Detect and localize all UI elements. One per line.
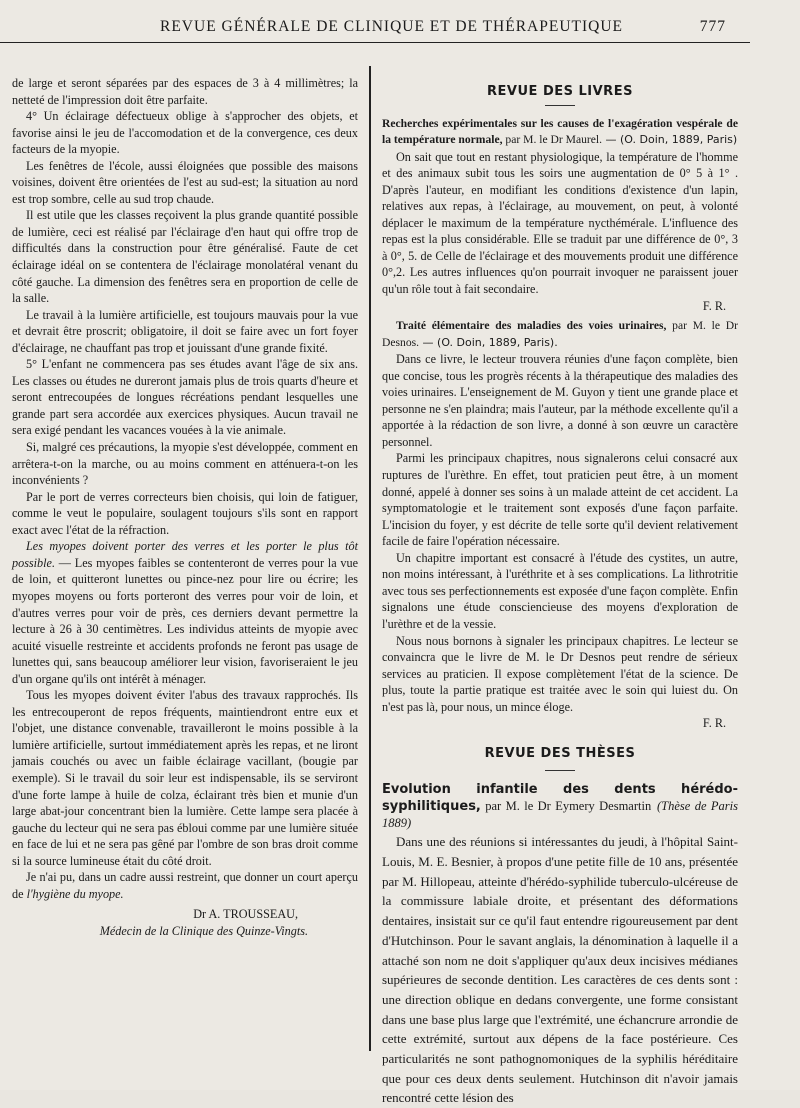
review-paragraph: Parmi les principaux chapitres, nous signalerons celui consacré aux ruptures de l'urèthre. En effet, tout praticien peut être, à un moment donné, appelé à donner ses soins à un malade atteint de cet accident. La symptomatologie et le traitement sont exposés d'une façon parfaite. L'incision du foyer, y est décrite de telle sorte qu'il devient relativement facile de faire l'opération nécessaire. — [382, 451, 738, 549]
paragraph: Si, malgré ces précautions, la myopie s'est développée, comment en arrêtera-t-on la marche, ou au moins comment en atténuera-t-on les inconvénients ? — [12, 440, 358, 488]
section-heading-theses: REVUE DES THÈSES — [484, 745, 636, 761]
paragraph: de large et seront séparées par des espaces de 3 à 4 millimètres; la netteté de l'impression doit être parfaite. — [12, 76, 358, 107]
author-signature: Dr A. TROUSSEAU, — [193, 907, 298, 922]
review-author: par M. le Dr Maurel. — [502, 133, 603, 147]
review-initials: F. R. — [702, 298, 726, 313]
thesis-body: Dans une des réunions si intéressantes du jeudi, à l'hôpital Saint-Louis, M. E. Besnier, à propos d'une petite fille de 10 ans, présentée par M. Hillopeau, atteinte d'hérédo-syphilide tuberculo-ulcéreuse de la commissure labiale droite, et présentant des déformations dentaires, insistait sur ce qu'il faut entendre rigoureusement par dent d'Hutchinson. Pour le savant anglais, la dénomination à laquelle il a attaché son nom ne doit s'appliquer qu'aux deux incisives médianes supérieures de seconde dentition. Les caractères de ces dents sont : une direction oblique en dedans convergente, une forme consistant dans une base plus large que l'extrémité, une échancrure arrondie de cette extrémité, surtout aux dépens de la face postérieure. Ces particularités ne sont pathognomoniques de la syphilis héréditaire que pour ces deux dents seulement. Hutchinson dit n'avoir jamais rencontré cette lésion des — [382, 834, 738, 1106]
review-publisher: — (O. Doin, 1889, Paris) — [602, 133, 738, 147]
paragraph: 5° L'enfant ne commencera pas ses études avant l'âge de six ans. Les classes ou études ne dureront jamais plus de trois quarts d'heure et seront entrecoupées de longues récréations pendant lesquelles une grande part sera accordée aux exercices physiques. Aucun travail ne sera exigé pendant les vacances vouées à la vie animale. — [12, 357, 358, 438]
heading-rule — [545, 770, 575, 771]
review-initials: F. R. — [702, 716, 726, 731]
header-rule — [0, 42, 750, 43]
review-heading — [382, 116, 738, 149]
paragraph: Le travail à la lumière artificielle, est toujours mauvais pour la vue et devrait être proscrit; obligatoire, il doit se faire avec un fort foyer d'éclairage, ne chauffant pas trop et jouissant d'une grande fixité. — [12, 307, 358, 355]
paragraph: Par le port de verres correcteurs bien choisis, qui loin de fatiguer, comme le veut le populaire, soulagent toujours s'ils sont en rapport exact avec l'état de la réfraction. — [12, 489, 358, 537]
review-paragraph: Un chapitre important est consacré à l'étude des cystites, un autre, non moins intéressant, à l'uréthrite et à ses complications. La lithrotritie avec tous ses perfectionnements est exposée d'une façon complète. Enfin signalons une étude consciencieuse des moyens d'exploration de l'urèthre et de la vessie. — [382, 550, 738, 631]
paragraph-text: — Les myopes faibles se contenteront de verres pour la vue de loin, et quitteront lunettes ou pince-nez pour lire ou écrire; les myopes moyens ou forts porteront des verres pour voir de loin, et d'autres verres pour voir de près, ces derniers devant permettre la lecture à 26 à 30 centimètres. Les individus atteints de myopie avec acuité visuelle restreinte et accidents profonds ne feront pas usage de lunettes qui, sans beaucoup améliorer leur vision, favoriseraient le jeu d'un organe qu'ils ont intérêt à ménager. — [12, 555, 358, 686]
thesis-author: par M. le Dr Eymery Desmartin — [480, 799, 652, 814]
review-author: par M. le Dr Desnos. — [382, 319, 738, 349]
paragraph: Il est utile que les classes reçoivent la plus grande quantité possible de lumière, ceci est réalisé par l'éclairage d'en haut qui offre trop de difficultés dans la construction pour être généralisé. Faute de cet éclairage idéal on se contentera de l'éclairage monolatéral venant du côté gauche. La dimension des fenêtres sera en proportion de celle de la salle. — [12, 208, 358, 306]
running-head — [0, 14, 800, 36]
review-heading — [382, 318, 738, 351]
closing-text: Je n'ai pu, dans un cadre aussi restreint, que donner un court aperçu de — [12, 870, 358, 901]
italic-lead: Les myopes doivent porter des verres et les porter le plus tôt possible. — [12, 539, 358, 570]
section-heading-livres: REVUE DES LIVRES — [487, 84, 633, 99]
heading-rule — [545, 105, 575, 106]
page-number: 777 — [699, 18, 726, 35]
review-paragraph: Dans ce livre, le lecteur trouvera réunies d'une façon complète, bien que concise, tous les progrès récents à la thérapeutique des maladies des voies urinaires. L'enseignement de M. Guyon y tient une grande place et personne ne s'en plaindra; mais l'auteur, par la méthode excellente qu'il a apportée à la rédaction de son livre, a donné à son œuvre un caractère personnel. — [382, 352, 738, 449]
paragraph-myopes — [12, 538, 358, 687]
journal-title: REVUE GÉNÉRALE DE CLINIQUE ET DE THÉRAPEUTIQUE — [160, 18, 624, 35]
thesis-title: Evolution infantile des dents hérédo-syphilitiques, — [382, 782, 738, 815]
author-affiliation: Médecin de la Clinique des Quinze-Vingts. — [99, 923, 308, 938]
right-column — [382, 82, 738, 1108]
review-title: Recherches expérimentales sur les causes de l'exagération vespérale de la température normale, — [382, 116, 738, 147]
review-body: On sait que tout en restant physiologique, la température de l'homme et des animaux subit tous les soirs une augmentation de 0° 5 à 1° . D'après l'auteur, en modifiant les conditions d'existence d'un lapin, relatives aux repas, à l'éclairage, au mouvement, on peut, à volonté déplacer le maximum de la température nycthémérale. L'influence des repas est la plus considérable. Elle se traduit par une différence de 0°, 3 à 0°, 5. de Celle de l'éclairage et des mouvements produit une différence 0°,2. Les autres influences qu'on pourrait invoquer ne paraissent jouer qu'un rôle tout à fait secondaire. — [382, 149, 738, 297]
review-publisher: — (O. Doin, 1889, Paris). — [419, 335, 558, 349]
closing-paragraph — [12, 869, 358, 902]
paragraph: Les fenêtres de l'école, aussi éloignées que possible des maisons voisines, doivent être orientées de l'est au sud-est; la situation au nord est trop sombre, celle au sud trop chaude. — [12, 158, 358, 206]
column-divider — [369, 66, 371, 1051]
paragraph: Tous les myopes doivent éviter l'abus des travaux rapprochés. Ils les entrecouperont de repos fréquents, maintiendront entre eux et l'objet, une distance convenable, travailleront le moins possible à la lumière artificielle, surtout immédiatement après les repas, et ne liront jamais couchés ou avec un faible éclairage vacillant, (bougie par exemple). Si le travail du soir leur est indispensable, ils se serviront d'une forte lampe à huile de colza, éclairant très bien et munie d'un large abat-jour concentrant bien la lumière. Cette lampe sera placée à gauche du lecteur qui ne sera pas ébloui comme par une lumière située en face de lui et ne sera pas gêné par l'ombre de son bras droit comme si la source lumineuse était du côté droit. — [12, 688, 358, 868]
review-title: Traité élémentaire des maladies des voies urinaires, — [396, 319, 667, 333]
thesis-citation: (Thèse de Paris 1889) — [382, 799, 738, 831]
left-column — [12, 75, 358, 939]
paragraph: 4° Un éclairage défectueux oblige à s'approcher des objets, et favorise ainsi le jeu de l'accomodation et de la convergence, ces deux facteurs de la myopie. — [12, 109, 358, 157]
review-paragraph: Nous nous bornons à signaler les principaux chapitres. Le lecteur se convaincra que le livre de M. le Dr Desnos peut rendre de sérieux services au praticien. Il expose complètement l'état de la science. De plus, toute la partie pratique est traitée avec le soin qui luiest du. On n'est pas là, pour nous, un mince éloge. — [382, 633, 738, 714]
closing-italic: l'hygiène du myope. — [26, 886, 124, 901]
thesis-heading — [382, 781, 738, 832]
